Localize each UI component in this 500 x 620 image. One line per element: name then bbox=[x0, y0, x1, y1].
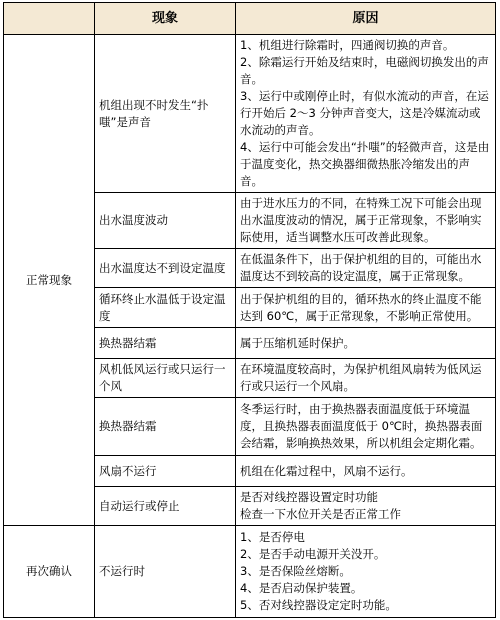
troubleshooting-table bbox=[3, 2, 496, 618]
reason-cell: 冬季运行时，由于换热器表面温度低于环境温度，且换热器表面温度低于 0℃时，换热器表面会结霜，影响换热效果，所以机组会定期化霜。 bbox=[236, 398, 496, 456]
symptom-cell: 风扇不运行 bbox=[95, 456, 236, 487]
table-row bbox=[4, 35, 496, 193]
reason-cell: 出于保护机组的目的，循环热水的终止温度不能达到 60℃，属于正常现象，不影响正常使用。 bbox=[236, 288, 496, 328]
symptom-cell: 机组出现不时发生“扑嗤”是声音 bbox=[95, 35, 236, 193]
reason-cell: 机组在化霜过程中，风扇不运行。 bbox=[236, 456, 496, 487]
symptom-cell: 出水温度波动 bbox=[95, 193, 236, 249]
reason-line: 检查一下水位开关是否正常工作 bbox=[240, 507, 401, 521]
reason-line: 5、否对线控器设定定时功能。 bbox=[240, 598, 397, 612]
table-row bbox=[4, 526, 496, 618]
table-header-row bbox=[4, 3, 496, 35]
reason-line: 1、是否停电 bbox=[240, 530, 305, 544]
category-normal: 正常现象 bbox=[4, 35, 95, 526]
symptom-cell: 自动运行或停止 bbox=[95, 487, 236, 526]
reason-cell: 在低温条件下，出于保护机组的目的，可能出水温度达不到较高的设定温度，属于正常现象。 bbox=[236, 249, 496, 288]
reason-line: 是否对线控器设置定时功能 bbox=[240, 490, 378, 504]
symptom-cell: 换热器结霜 bbox=[95, 328, 236, 359]
reason-cell: 在环境温度较高时，为保护机组风扇转为低风运行或只运行一个风扇。 bbox=[236, 359, 496, 398]
reason-line: 1、机组进行除霜时，四通阀切换的声音。 bbox=[240, 38, 455, 52]
symptom-cell: 出水温度达不到设定温度 bbox=[95, 249, 236, 288]
reason-line: 3、是否保险丝熔断。 bbox=[240, 564, 351, 578]
reason-line: 3、运行中或刚停止时，有似水流动的声音，在运行开始后 2～3 分钟声音变大，这是冷媒流动或水流动的声音。 bbox=[240, 89, 489, 137]
category-recheck: 再次确认 bbox=[4, 526, 95, 618]
reason-cell: 属于压缩机延时保护。 bbox=[236, 328, 496, 359]
reason-line: 4、是否启动保护装置。 bbox=[240, 581, 363, 595]
reason-cell: 由于进水压力的不同，在特殊工况下可能会出现出水温度波动的情况，属于正常现象，不影响实际使用，适当调整水压可改善此现象。 bbox=[236, 193, 496, 249]
header-blank bbox=[4, 3, 95, 35]
reason-line: 4、运行中可能会发出“扑嗤”的轻微声音，这是由于温度变化，热交换器细微热胀冷缩发出的声音。 bbox=[240, 140, 490, 188]
reason-line: 2、是否手动电源开关没开。 bbox=[240, 547, 386, 561]
symptom-cell: 循环终止水温低于设定温度 bbox=[95, 288, 236, 328]
symptom-cell: 不运行时 bbox=[95, 526, 236, 618]
symptom-cell: 换热器结霜 bbox=[95, 398, 236, 456]
symptom-cell: 风机低风运行或只运行一个风 bbox=[95, 359, 236, 398]
header-symptom: 现象 bbox=[95, 3, 236, 35]
reason-cell bbox=[236, 526, 496, 618]
header-reason: 原因 bbox=[236, 3, 496, 35]
reason-cell bbox=[236, 487, 496, 526]
reason-cell bbox=[236, 35, 496, 193]
reason-line: 2、除霜运行开始及结束时，电磁阀切换发出的声音。 bbox=[240, 55, 489, 86]
